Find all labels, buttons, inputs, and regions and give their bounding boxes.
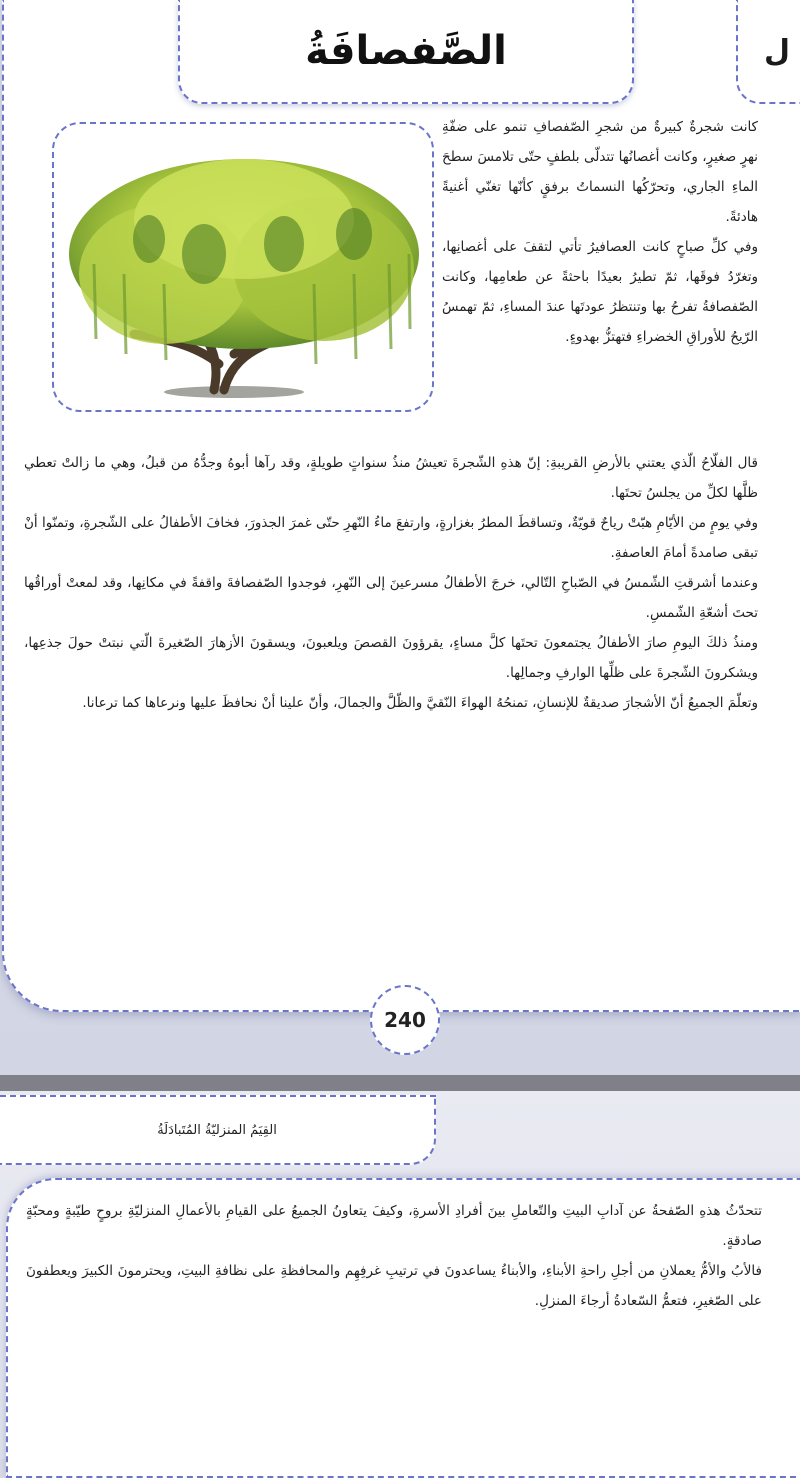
next-page-header: القِيَمُ المنزليّةُ المُتَبادَلَةُ — [157, 1122, 277, 1138]
tree-illustration — [52, 122, 434, 412]
paragraph: وفي يومٍ من الأيّامِ هبّتْ رياحٌ قويّةٌ، وتساقطَ المطرُ بغزارةٍ، وارتفعَ ماءُ النّهرِ حتّى غمرَ الجذورَ، فخافَ الأطفالُ على الشّجرةِ، وتمنّوا أنْ تبقى صامدةً أمامَ العاصفةِ. — [24, 515, 758, 561]
page-number-badge — [370, 985, 440, 1055]
next-page-header-tab — [0, 1095, 436, 1165]
paragraph: ومنذُ ذلكَ اليومِ صارَ الأطفالُ يجتمعونَ تحتَها كلَّ مساءٍ، يقرؤونَ القصصَ ويلعبونَ، ويسقونَ الأزهارَ الصّغيرةَ الّتي نبتتْ حولَ جذعِها، ويشكرونَ الشّجرةَ على ظلِّها الوارفِ وجمالِها. — [24, 635, 758, 681]
page-number: 240 — [384, 1008, 426, 1032]
intro-text — [442, 112, 758, 352]
next-section-tab — [736, 0, 800, 104]
paragraph: كانت شجرةٌ كبيرةٌ من شجرِ الصّفصافِ تنمو على ضفّةِ نهرٍ صغيرٍ، وكانت أغصانُها تتدلّى بلطفٍ حتّى تلامسَ سطحَ الماءِ الجاري، وتحرّكُها النسماتُ برفقٍ كأنّها تغنّي أغنيةً هادئةً. — [442, 119, 758, 225]
paragraph: فالأبُ والأمُّ يعملانِ من أجلِ راحةِ الأبناءِ، والأبناءُ يساعدونَ في ترتيبِ غرفِهِم والمحافظةِ على نظافةِ البيتِ، ويحترمونَ الكبيرَ ويعطفونَ على الصّغيرِ، فتعمُّ السّعادةُ أرجاءَ المنزلِ. — [26, 1263, 762, 1309]
page-title: الصَّفصافَةُ — [305, 28, 507, 74]
paragraph: وفي كلِّ صباحٍ كانت العصافيرُ تأتي لتقفَ على أغصانِها، وتغرّدُ فوقَها، ثمّ تطيرُ بعيدًا باحثةً عن طعامِها، وكانت الصّفصافةُ تفرحُ بها وتنتظرُ عودتَها عندَ المساءِ، ثمّ تهمسُ الرّيحُ للأوراقِ الخضراءِ فتهتزُّ بهدوءٍ. — [442, 239, 758, 345]
title-tab — [178, 0, 634, 104]
paragraph: وتعلّمَ الجميعُ أنّ الأشجارَ صديقةٌ للإنسانِ، تمنحُهُ الهواءَ النّقيَّ والظّلَّ والجمالَ، وأنّ علينا أنْ نحافظَ عليها ونرعاها كما ترعانا. — [82, 695, 758, 711]
willow-tree-icon — [54, 124, 432, 410]
paragraph: قال الفلّاحُ الّذي يعتني بالأرضِ القريبةِ: إنّ هذهِ الشّجرةَ تعيشُ منذُ سنواتٍ طويلةٍ، وقد رآها أبوهُ وجدُّهُ من قبلُ، وهي ما زالتْ تعطي ظلَّها لكلِّ من يجلسُ تحتَها. — [24, 455, 758, 501]
next-tab-glyph: ل — [764, 33, 791, 69]
body-text — [24, 448, 758, 718]
next-page-text — [26, 1196, 762, 1316]
paragraph: تتحدّثُ هذهِ الصّفحةُ عن آدابِ البيتِ والتّعاملِ بينَ أفرادِ الأسرةِ، وكيفَ يتعاونُ الجميعُ على القيامِ بالأعمالِ المنزليّةِ بروحٍ طيّبةٍ ومحبّةٍ صادقةٍ. — [26, 1203, 762, 1249]
paragraph: وعندما أشرقتِ الشّمسُ في الصّباحِ التّالي، خرجَ الأطفالُ مسرعينَ إلى النّهرِ، فوجدوا الصّفصافةَ واقفةً في مكانِها، وقد لمعتْ أوراقُها تحتَ أشعّةِ الشّمسِ. — [24, 575, 758, 621]
page-divider — [0, 1075, 800, 1091]
